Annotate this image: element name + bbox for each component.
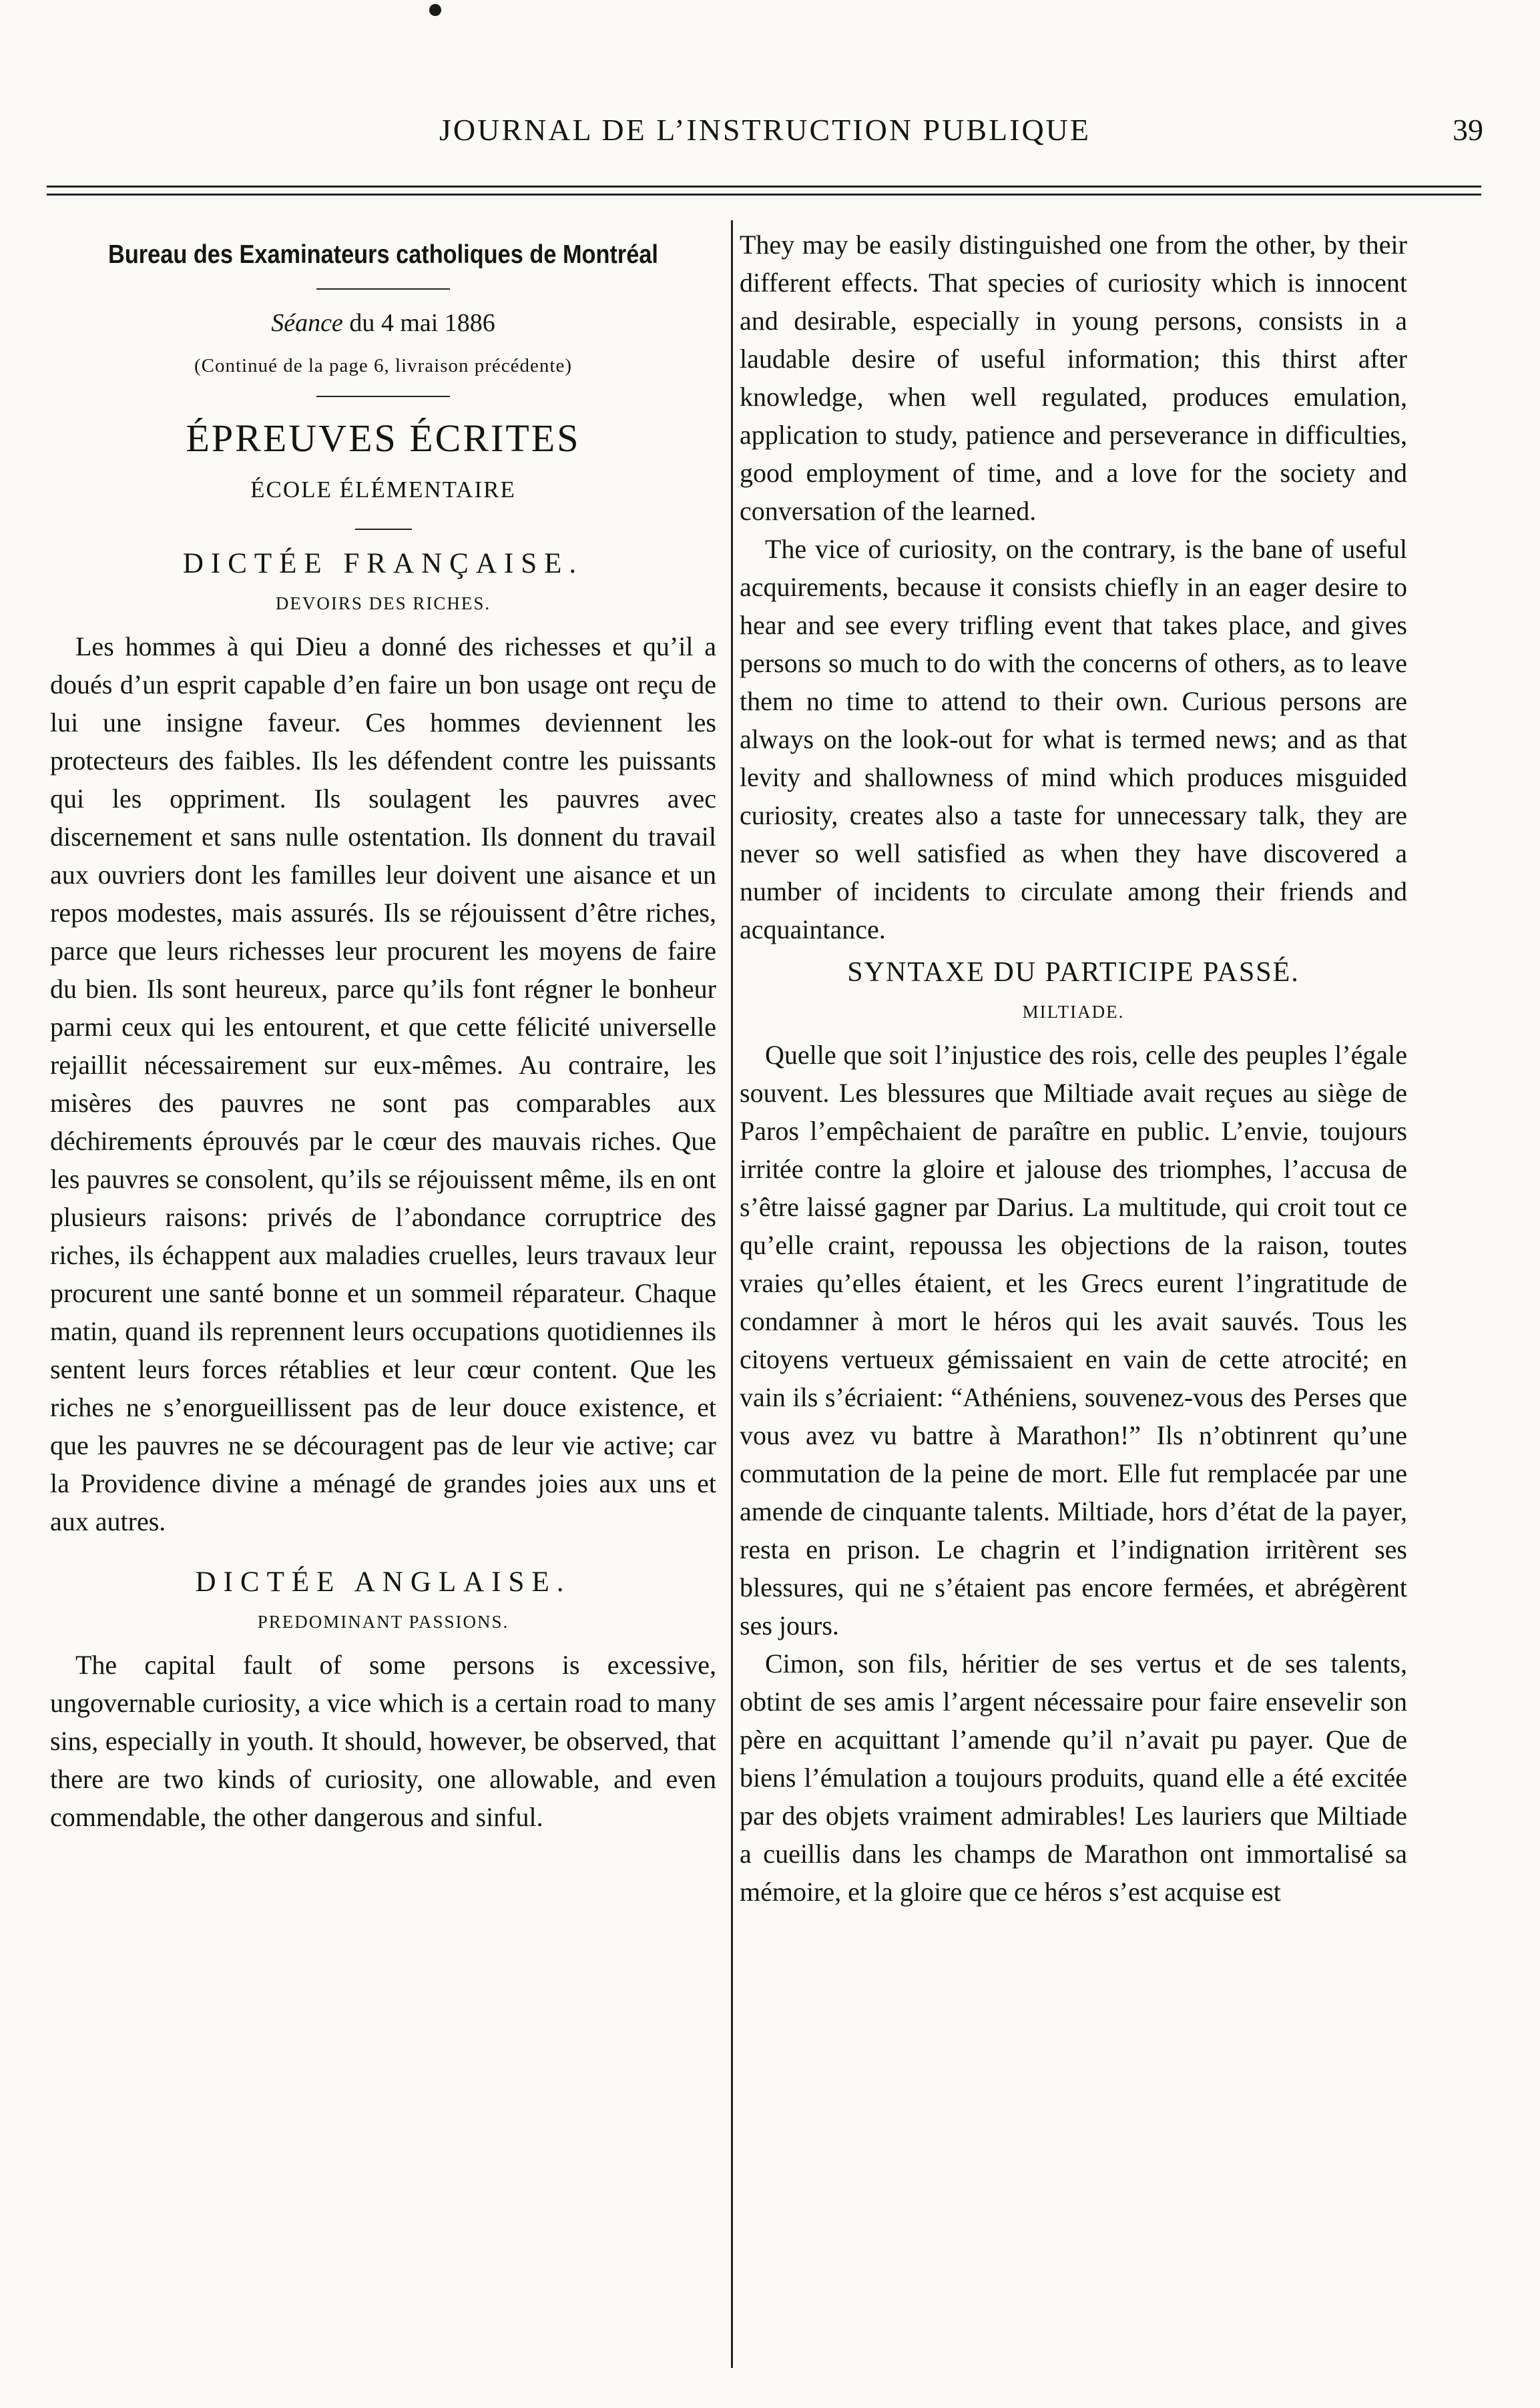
dictee-anglaise-text: The capital fault of some persons is excessive, ungovernable curiosity, a vice which is a certain road to many sins, especially in youth. It should, however, be observed, that there are two kinds of curiosity, one allowable, and even commendable, the other dangerous and sinful. (50, 1650, 716, 1832)
board-title: Bureau des Examinateurs catholiques de Montréal (108, 240, 658, 269)
ink-dot (429, 4, 441, 16)
column-divider (731, 220, 733, 2368)
syntaxe-heading: SYNTAXE DU PARTICIPE PASSÉ. (847, 957, 1300, 988)
right-column (740, 226, 1407, 1911)
dictee-anglaise-heading: DICTÉE ANGLAISE. (195, 1566, 571, 1598)
dictee-francaise-subtitle: DEVOIRS DES RICHES. (275, 593, 491, 613)
english-paragraph-2: The vice of curiosity, on the contrary, is the bane of useful acquirements, because it consists chiefly in an eager desire to hear and see every trifling event that takes place, and gives persons so much to do with the concerns of others, as to leave them no time to attend to their own. Curious persons are always on the look-out for what is termed news; and as that levity and shallowness of mind which produces misguided curiosity, creates also a taste for unnecessary talk, they are never so well satisfied as when they have discovered a number of incidents to circulate among their friends and acquaintance. (740, 534, 1407, 944)
left-column (50, 226, 716, 1836)
separator-rule (316, 288, 450, 290)
separator-rule (316, 396, 450, 397)
page-header (47, 112, 1483, 159)
separator-rule (355, 529, 412, 530)
sub-heading: ÉCOLE ÉLÉMENTAIRE (250, 477, 516, 503)
continued-note: (Continué de la page 6, livraison précédente) (194, 355, 572, 376)
header-rule-top (47, 186, 1481, 188)
miltiade-paragraph-1: Quelle que soit l’injustice des rois, celle des peuples l’égale souvent. Les blessures que Miltiade avait reçues au siège de Paros l’empêchaient de paraître en public. L’envie, toujours irritée contre la gloire et jalouse des triomphes, l’accusa de s’être laissé gagner par Darius. La multitude, qui croit tout ce qu’elle craint, repoussa les objections de la raison, toutes vraies qu’elles étaient, et les Grecs eurent l’ingratitude de condamner à mort le héros qui les avait sauvés. Tous les citoyens vertueux gémissaient en vain de cette atrocité; en vain ils s’écriaient: “Athéniens, souvenez-vous des Perses que vous avez vu battre à Marathon!” Ils n’obtinrent qu’une commutation de la peine de mort. Elle fut remplacée par une amende de cinquante talents. Miltiade, hors d’état de la payer, resta en prison. Le chagrin et l’indignation irritèrent ses blessures, qui ne s’étaient pas encore fermées, et abrégèrent ses jours. (740, 1040, 1407, 1640)
page-number: 39 (1453, 113, 1483, 147)
english-paragraph-1: They may be easily distinguished one from the other, by their different effects. That species of curiosity which is innocent and desirable, especially in young persons, consists in a laudable desire of useful information; this thirst after knowledge, when well regulated, produces emulation, application to study, patience and perseverance in difficulties, good employment of time, and a love for the society and conversation of the learned. (740, 230, 1407, 526)
dictee-francaise-heading: DICTÉE FRANÇAISE. (182, 548, 584, 579)
running-title: JOURNAL DE L’INSTRUCTION PUBLIQUE (439, 113, 1091, 147)
main-heading: ÉPREUVES ÉCRITES (186, 416, 581, 460)
session-prefix: Séance (271, 309, 343, 337)
dictee-anglaise-subtitle: PREDOMINANT PASSIONS. (257, 1612, 509, 1632)
session-date: du 4 mai 1886 (349, 309, 495, 337)
header-rule-bottom (47, 194, 1481, 196)
syntaxe-subtitle: MILTIADE. (1022, 1002, 1125, 1022)
dictee-francaise-text: Les hommes à qui Dieu a donné des richesses et qu’il a doués d’un esprit capable d’en faire un bon usage ont reçu de lui une insigne faveur. Ces hommes deviennent les protecteurs des faibles. Ils les défendent contre les puissants qui les oppriment. Ils soulagent les pauvres avec discernement et sans nulle ostentation. Ils donnent du travail aux ouvriers dont les familles leur doivent une aisance et un repos modestes, mais assurés. Ils se réjouissent d’être riches, parce que leurs richesses leur procurent les moyens de faire du bien. Ils sont heureux, parce qu’ils font régner le bonheur parmi ceux qui les entourent, et que cette félicité universelle rejaillit nécessairement sur eux-mêmes. Au contraire, les misères des pauvres ne sont pas comparables aux déchirements éprouvés par le cœur des mauvais riches. Que les pauvres se consolent, qu’ils se réjouissent même, ils en ont plusieurs raisons: privés de l’abondance corruptrice des riches, ils échappent aux maladies cruelles, leurs travaux leur procurent une santé bonne et un sommeil réparateur. Chaque matin, quand ils reprennent leurs occupations quotidiennes ils sentent leurs forces rétablies et leur cœur content. Que les riches ne s’enorgueillissent pas de leur douce existence, et que les pauvres ne se découragent pas de leur vie active; car la Providence divine a ménagé de grandes joies aux uns et aux autres. (50, 631, 716, 1536)
session-line (50, 308, 716, 338)
miltiade-paragraph-2: Cimon, son fils, héritier de ses vertus et de ses talents, obtint de ses amis l’argent nécessaire pour faire ensevelir son père en acquittant l’amende qu’il n’avait pu payer. Que de biens l’émulation a toujours produits, quand elle a été excitée par des objets vraiment admirables! Les lauriers que Miltiade a cueillis dans les champs de Marathon ont immortalisé sa mémoire, et la gloire que ce héros s’est acquise est (740, 1648, 1407, 1907)
